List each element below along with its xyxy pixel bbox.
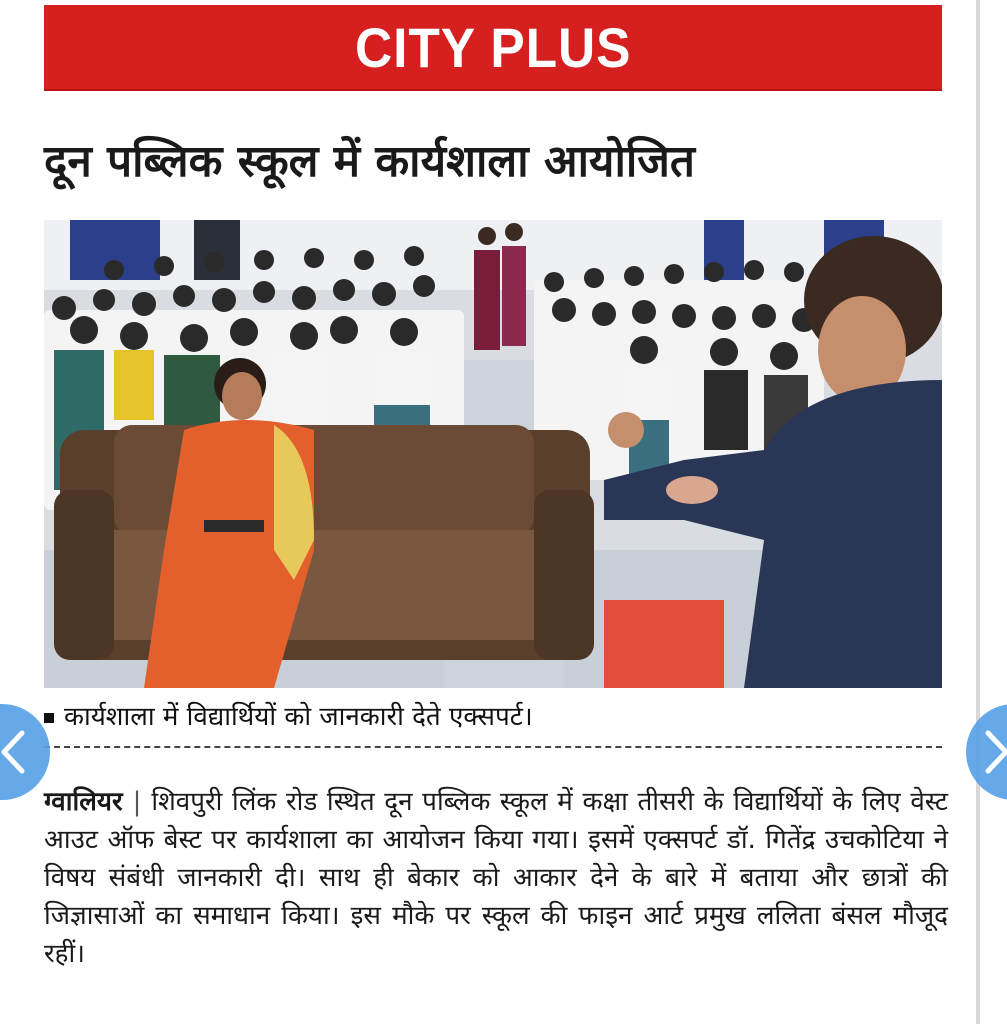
chevron-left-icon: [0, 729, 28, 775]
section-banner: [44, 5, 942, 89]
article-headline: दून पब्लिक स्कूल में कार्यशाला आयोजित: [44, 136, 695, 187]
article-photo: [44, 220, 942, 688]
dashed-divider: [44, 746, 942, 748]
chevron-right-icon: [982, 729, 1007, 775]
next-page-button[interactable]: [966, 704, 1007, 800]
photo-caption: [44, 700, 942, 734]
bullet-icon: [44, 713, 54, 723]
dateline-separator: |: [132, 787, 142, 817]
body-text: शिवपुरी लिंक रोड स्थित दून पब्लिक स्कूल में कक्षा तीसरी के विद्यार्थियों के लिए वेस्ट आउट ऑफ बेस्ट पर कार्यशाला का आयोजन किया गया। इसमें एक्सपर्ट डॉ. गितेंद्र उचकोटिया ने विषय संबंधी जानकारी दी। साथ ही बेकार को आकार देने के बारे में बताया और छात्रों की जिज्ञासाओं का समाधान किया। इस मौके पर स्कूल की फाइन आर्ट प्रमुख ललिता बंसल मौजूद रहीं।: [44, 787, 948, 969]
dateline: ग्वालियर: [44, 787, 123, 817]
previous-page-button[interactable]: [0, 704, 50, 800]
caption-text: कार्यशाला में विद्यार्थियों को जानकारी देते एक्सपर्ट।: [64, 702, 533, 732]
article-body: [44, 783, 948, 973]
page-edge: [976, 0, 980, 1024]
photo-illustration: [44, 220, 942, 688]
section-title: CITY PLUS: [354, 15, 632, 79]
